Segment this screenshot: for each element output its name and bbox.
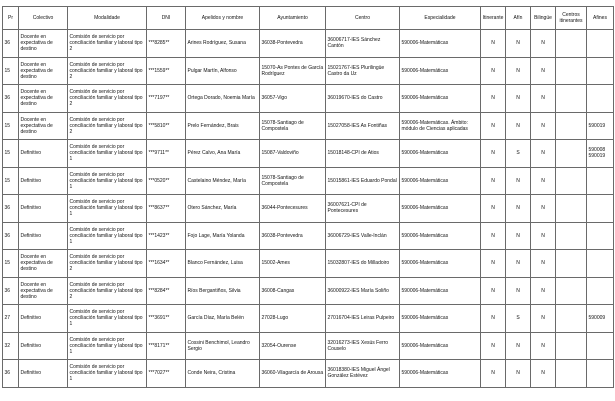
cell-itinerante: N <box>481 222 506 250</box>
cell-centro: 27016704-IES Leiras Pulpeiro <box>326 305 400 333</box>
cell-afin: N <box>506 112 531 140</box>
cell-bilingue: N <box>531 195 556 223</box>
cell-ayuntamiento: 15002-Ames <box>260 250 326 278</box>
cell-afin: N <box>506 277 531 305</box>
cell-afin: N <box>506 332 531 360</box>
cell-centro: 15032807-IES do Milladoiro <box>326 250 400 278</box>
cell-especialidade: 590006-Matemáticas <box>400 167 481 195</box>
cell-modalidade: Comisión de servicio por conciliación familiar y laboral tipo 2 <box>68 277 147 305</box>
cell-especialidade: 590006-Matemáticas <box>400 222 481 250</box>
cell-afines <box>587 30 614 58</box>
cell-dni: ***1423** <box>147 222 186 250</box>
cell-especialidade: 590006-Matemáticas. Ámbito: módulo de Ciencias aplicadas <box>400 112 481 140</box>
cell-dni: ***1559** <box>147 57 186 85</box>
header-dni: DNI <box>147 7 186 30</box>
cell-pr: 32 <box>3 332 19 360</box>
cell-bilingue: N <box>531 360 556 388</box>
cell-afines <box>587 85 614 113</box>
cell-modalidade: Comisión de servicio por conciliación familiar y laboral tipo 1 <box>68 140 147 168</box>
table-row <box>3 222 614 250</box>
cell-modalidade: Comisión de servicio por conciliación familiar y laboral tipo 1 <box>68 332 147 360</box>
cell-nome: García Díaz, María Belén <box>186 305 260 333</box>
cell-bilingue: N <box>531 30 556 58</box>
cell-afin: N <box>506 250 531 278</box>
header-modalidade: Modalidade <box>68 7 147 30</box>
cell-centro: 36019670-IES do Castro <box>326 85 400 113</box>
cell-ayuntamiento: 36038-Pontevedra <box>260 222 326 250</box>
cell-itinerante: N <box>481 360 506 388</box>
cell-ayuntamiento: 36038-Pontevedra <box>260 30 326 58</box>
cell-centros-itinerantes <box>556 195 587 223</box>
cell-itinerante: N <box>481 305 506 333</box>
cell-centros-itinerantes <box>556 167 587 195</box>
cell-pr: 15 <box>3 140 19 168</box>
cell-centros-itinerantes <box>556 85 587 113</box>
cell-nome: Fojo Lage, María Yolanda <box>186 222 260 250</box>
cell-ayuntamiento: 27028-Lugo <box>260 305 326 333</box>
cell-dni: ***8637** <box>147 195 186 223</box>
cell-especialidade: 590006-Matemáticas <box>400 360 481 388</box>
cell-afines: 590019 <box>587 112 614 140</box>
cell-bilingue: N <box>531 140 556 168</box>
cell-centro: 36006717-IES Sánchez Cantón <box>326 30 400 58</box>
table-row <box>3 360 614 388</box>
cell-bilingue: N <box>531 57 556 85</box>
cell-centro: 32016273-IES Xesús Ferro Couselo <box>326 332 400 360</box>
cell-pr: 36 <box>3 360 19 388</box>
cell-afines <box>587 222 614 250</box>
cell-pr: 15 <box>3 57 19 85</box>
cell-ayuntamiento: 15070-As Pontes de García Rodríguez <box>260 57 326 85</box>
header-itinerante: Itinerante <box>481 7 506 30</box>
cell-modalidade: Comisión de servicio por conciliación familiar y laboral tipo 1 <box>68 222 147 250</box>
cell-itinerante: N <box>481 112 506 140</box>
cell-afin: N <box>506 222 531 250</box>
header-ayuntamiento: Ayuntamiento <box>260 7 326 30</box>
cell-pr: 36 <box>3 222 19 250</box>
cell-modalidade: Comisión de servicio por conciliación familiar y laboral tipo 2 <box>68 85 147 113</box>
cell-centro: 36018380-IES Miguel Ángel González Estévez <box>326 360 400 388</box>
cell-afines <box>587 57 614 85</box>
cell-afines <box>587 360 614 388</box>
table-row <box>3 277 614 305</box>
cell-pr: 36 <box>3 85 19 113</box>
cell-pr: 36 <box>3 277 19 305</box>
cell-nome: Pérez Calvo, Ana María <box>186 140 260 168</box>
cell-afines <box>587 195 614 223</box>
cell-ayuntamiento: 15078-Santiago de Compostela <box>260 167 326 195</box>
cell-modalidade: Comisión de servicio por conciliación familiar y laboral tipo 1 <box>68 167 147 195</box>
cell-nome: Castelaino Méndez, María <box>186 167 260 195</box>
cell-afines: 590009 <box>587 305 614 333</box>
table-row <box>3 250 614 278</box>
cell-ayuntamiento: 36044-Pontecesures <box>260 195 326 223</box>
cell-colectivo: Definitivo <box>19 360 68 388</box>
cell-especialidade: 590006-Matemáticas <box>400 57 481 85</box>
cell-colectivo: Docente en expectativa de destino <box>19 85 68 113</box>
cell-dni: ***1634** <box>147 250 186 278</box>
cell-bilingue: N <box>531 250 556 278</box>
cell-centro: 15027058-IES As Fontiñas <box>326 112 400 140</box>
cell-dni: ***7027** <box>147 360 186 388</box>
cell-colectivo: Docente en expectativa de destino <box>19 112 68 140</box>
cell-nome: Arines Rodríguez, Susana <box>186 30 260 58</box>
cell-especialidade: 590006-Matemáticas <box>400 250 481 278</box>
cell-itinerante: N <box>481 30 506 58</box>
cell-nome: Ortega Dorado, Noemia María <box>186 85 260 113</box>
cell-afin: N <box>506 195 531 223</box>
cell-ayuntamiento: 36008-Cangas <box>260 277 326 305</box>
cell-modalidade: Comisión de servicio por conciliación familiar y laboral tipo 1 <box>68 305 147 333</box>
cell-colectivo: Docente en expectativa de destino <box>19 277 68 305</box>
cell-especialidade: 590006-Matemáticas <box>400 305 481 333</box>
cell-afines <box>587 250 614 278</box>
cell-bilingue: N <box>531 112 556 140</box>
cell-centros-itinerantes <box>556 140 587 168</box>
cell-especialidade: 590006-Matemáticas <box>400 140 481 168</box>
table-row <box>3 167 614 195</box>
cell-colectivo: Definitivo <box>19 332 68 360</box>
cell-nome: Otero Sánchez, María <box>186 195 260 223</box>
cell-dni: ***8171** <box>147 332 186 360</box>
cell-modalidade: Comisión de servicio por conciliación familiar y laboral tipo 2 <box>68 57 147 85</box>
cell-modalidade: Comisión de servicio por conciliación familiar y laboral tipo 1 <box>68 195 147 223</box>
cell-centros-itinerantes <box>556 57 587 85</box>
cell-especialidade: 590006-Matemáticas <box>400 277 481 305</box>
cell-afines <box>587 167 614 195</box>
cell-dni: ***5810** <box>147 112 186 140</box>
table-row <box>3 112 614 140</box>
cell-ayuntamiento: 32054-Ourense <box>260 332 326 360</box>
header-row <box>3 7 614 30</box>
cell-itinerante: N <box>481 195 506 223</box>
cell-pr: 15 <box>3 167 19 195</box>
header-colectivo: Colectivo <box>19 7 68 30</box>
cell-dni: ***3691** <box>147 305 186 333</box>
cell-modalidade: Comisión de servicio por conciliación familiar y laboral tipo 2 <box>68 112 147 140</box>
cell-pr: 36 <box>3 30 19 58</box>
cell-modalidade: Comisión de servicio por conciliación familiar y laboral tipo 2 <box>68 250 147 278</box>
header-bilingue: Bilingüe <box>531 7 556 30</box>
cell-afin: N <box>506 85 531 113</box>
cell-centros-itinerantes <box>556 222 587 250</box>
cell-afin: N <box>506 167 531 195</box>
cell-centros-itinerantes <box>556 250 587 278</box>
header-afin: Afín <box>506 7 531 30</box>
cell-itinerante: N <box>481 85 506 113</box>
cell-afines: 590008 590019 <box>587 140 614 168</box>
cell-colectivo: Docente en expectativa de destino <box>19 30 68 58</box>
cell-ayuntamiento: 15087-Valdoviño <box>260 140 326 168</box>
cell-pr: 15 <box>3 250 19 278</box>
cell-ayuntamiento: 15078-Santiago de Compostela <box>260 112 326 140</box>
cell-dni: ***8285** <box>147 30 186 58</box>
table-row <box>3 30 614 58</box>
cell-especialidade: 590006-Matemáticas <box>400 85 481 113</box>
cell-colectivo: Docente en expectativa de destino <box>19 57 68 85</box>
table-row <box>3 85 614 113</box>
table-row <box>3 305 614 333</box>
cell-colectivo: Definitivo <box>19 222 68 250</box>
cell-centros-itinerantes <box>556 277 587 305</box>
header-centro: Centro <box>326 7 400 30</box>
cell-afin: N <box>506 30 531 58</box>
table-row <box>3 57 614 85</box>
cell-centro: 15021767-IES Plurilingüe Castro da Uz <box>326 57 400 85</box>
cell-colectivo: Definitivo <box>19 195 68 223</box>
cell-dni: ***8284** <box>147 277 186 305</box>
cell-afin: S <box>506 305 531 333</box>
header-afines: Afines <box>587 7 614 30</box>
cell-centros-itinerantes <box>556 332 587 360</box>
cell-centros-itinerantes <box>556 305 587 333</box>
cell-itinerante: N <box>481 140 506 168</box>
cell-centro: 15018148-CPI de Atios <box>326 140 400 168</box>
cell-bilingue: N <box>531 222 556 250</box>
cell-dni: ***0520** <box>147 167 186 195</box>
cell-centro: 36007621-CPI de Pontecesures <box>326 195 400 223</box>
cell-especialidade: 590006-Matemáticas <box>400 30 481 58</box>
cell-bilingue: N <box>531 277 556 305</box>
cell-colectivo: Docente en expectativa de destino <box>19 250 68 278</box>
cell-nome: Prelo Fernández, Brais <box>186 112 260 140</box>
cell-modalidade: Comisión de servicio por conciliación familiar y laboral tipo 1 <box>68 360 147 388</box>
header-nome: Apelidos y nombre <box>186 7 260 30</box>
cell-colectivo: Definitivo <box>19 305 68 333</box>
cell-especialidade: 590006-Matemáticas <box>400 332 481 360</box>
cell-modalidade: Comisión de servicio por conciliación familiar y laboral tipo 2 <box>68 30 147 58</box>
cell-bilingue: N <box>531 332 556 360</box>
assignments-table <box>2 6 614 388</box>
cell-nome: Pulgar Martín, Alfonso <box>186 57 260 85</box>
cell-afines <box>587 277 614 305</box>
cell-ayuntamiento: 36060-Vilagarcía de Arousa <box>260 360 326 388</box>
cell-especialidade: 590006-Matemáticas <box>400 195 481 223</box>
cell-bilingue: N <box>531 85 556 113</box>
cell-nome: Conde Neira, Cristina <box>186 360 260 388</box>
cell-centros-itinerantes <box>556 112 587 140</box>
cell-pr: 36 <box>3 195 19 223</box>
cell-bilingue: N <box>531 305 556 333</box>
cell-nome: Cossini Benchimol, Leandro Sergio <box>186 332 260 360</box>
cell-afin: N <box>506 360 531 388</box>
cell-nome: Ríos Bergantiños, Silvia <box>186 277 260 305</box>
cell-centro: 36006729-IES Valle-Inclán <box>326 222 400 250</box>
header-pr: Pr <box>3 7 19 30</box>
table-row <box>3 332 614 360</box>
cell-centros-itinerantes <box>556 30 587 58</box>
cell-centro: 36000922-IES María Soliño <box>326 277 400 305</box>
cell-bilingue: N <box>531 167 556 195</box>
header-centros-itinerantes: Centros itinerantes <box>556 7 587 30</box>
cell-ayuntamiento: 36057-Vigo <box>260 85 326 113</box>
table-row <box>3 195 614 223</box>
cell-colectivo: Definitivo <box>19 167 68 195</box>
cell-colectivo: Definitivo <box>19 140 68 168</box>
cell-itinerante: N <box>481 167 506 195</box>
cell-itinerante: N <box>481 57 506 85</box>
cell-nome: Blanco Fernández, Luisa <box>186 250 260 278</box>
cell-dni: ***7197** <box>147 85 186 113</box>
cell-pr: 27 <box>3 305 19 333</box>
cell-pr: 15 <box>3 112 19 140</box>
cell-itinerante: N <box>481 332 506 360</box>
table-row <box>3 140 614 168</box>
cell-centro: 15015861-IES Eduardo Pondal <box>326 167 400 195</box>
cell-afines <box>587 332 614 360</box>
cell-afin: S <box>506 140 531 168</box>
header-especialidade: Especialidade <box>400 7 481 30</box>
cell-dni: ***9711** <box>147 140 186 168</box>
cell-centros-itinerantes <box>556 360 587 388</box>
cell-afin: N <box>506 57 531 85</box>
cell-itinerante: N <box>481 277 506 305</box>
cell-itinerante: N <box>481 250 506 278</box>
